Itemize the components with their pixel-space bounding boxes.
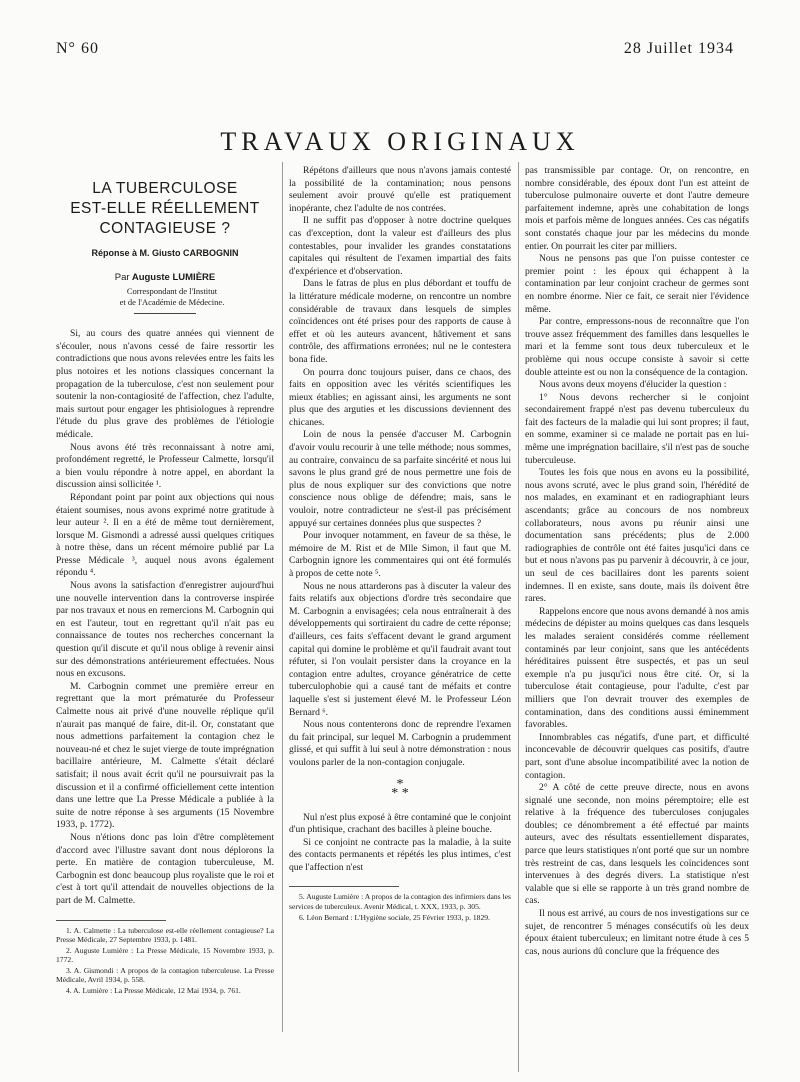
paragraph: Si ce conjoint ne contracte pas la maladie, à la suite des contacts permanents et répétés les plus intimes, c'est que l'affection n'est [289,836,511,873]
paragraph: Dans le fatras de plus en plus débordant et touffu de la littérature médicale moderne, on rencontre un nombre considérable de travaux dans lesquels de simples coïncidences ont été prises pour des rapports de cause à effet et où les auteurs avancent, hâtivement et sans contrôle, des affirmations erronées; nul ne le contestera bona fide. [289,278,511,365]
column-divider [518,162,519,1072]
footnotes [56,926,274,996]
paragraph: Si, au cours des quatre années qui viennent de s'écouler, nous n'avons cessé de faire ressortir les contradictions que nous avons relevées entre les faits les plus notoires et les notions classiques concernant la propagation de la tuberculose, c'est non seulement pour soutenir la non-contagiosité de l'affection, chez l'adulte, mais surtout pour engager les phtisiologues à reprendre l'étude du plus grave des problèmes de l'étiologie médicale. [56,328,274,440]
paragraph: 2° A côté de cette preuve directe, nous en avons signalé une seconde, non moins péremptoire; elle est relative à la fréquence des tuberculoses conjugales doubles; ce dénombrement a été effectué par maints auteurs, avec des résultats essentiellement disparates, parce que leurs statistiques n'ont porté que sur un nombre très restreint de cas, dans lesquels les coïncidences sont intervenues à des degrés divers. La statistique n'est valable que si elle se rapporte à un très grand nombre de cas. [525,782,749,907]
paragraph: pas transmissible par contage. Or, on rencontre, en nombre considérable, des époux dont l'un est atteint de tuberculose pulmonaire ouverte et dont l'autre demeure parfaitement indemne, après une cohabitation de longs mois et parfois même de longues années. Ces cas négatifs sont constatés chaque jour par les médecins du monde entier. On pourrait les citer par milliers. [525,165,749,252]
paragraph: Il ne suffit pas d'opposer à notre doctrine quelques cas d'exception, dont la valeur est d'ailleurs des plus contestables, pour invalider les grandes constatations capitales qui résultent de l'examen impartial des faits d'expérience et d'observation. [289,215,511,277]
article-title-line: CONTAGIEUSE ? [99,220,231,237]
paragraph: Par contre, empressons-nous de reconnaître que l'on trouve assez fréquemment des familles dans lesquelles le mari et la femme sont tous deux tuberculeux et le problème qui nous occupe consiste à savoir si cette double atteinte est ou non la conséquence de la contagion. [525,316,749,378]
paragraph: Nul n'est plus exposé à être contaminé que le conjoint d'un phtisique, crachant des bacilles à pleine bouche. [289,811,511,836]
column-1 [56,165,274,997]
paragraph: Loin de nous la pensée d'accuser M. Carbognin d'avoir voulu recourir à une telle méthode; nous sommes, au contraire, convaincu de sa parfaite sincérité et nous lui savons le plus grand gré de nous permettre une fois de plus de nous expliquer sur des convictions que notre conscience nous oblige de défendre; mais, sans le vouloir, notre contradicteur ne s'est-il pas précisément appuyé sur certaines données plus que suspectes ? [289,429,511,529]
column-3 [525,165,749,958]
footnote: 2. Auguste Lumière : La Presse Médicale, 15 Novembre 1933, p. 1772. [56,945,274,965]
footnote: 1. A. Calmette : La tuberculose est-elle réellement contagieuse? La Presse Médicale, 27 Septembre 1933, p. 1481. [56,925,274,945]
paragraph: Répondant point par point aux objections qui nous étaient soumises, nous avons exprimé notre gratitude à leur auteur ². Il en a été de même tout dernièrement, lorsque M. Gismondi a adressé aussi quelques critiques à notre thèse, dans un récent mémoire publié par La Presse Médicale ³, auquel nous avons également répondu ⁴. [56,491,274,579]
paragraph: Nous avons deux moyens d'élucider la question : [539,379,727,391]
footnote: 3. A. Gismondi : A propos de la contagion tuberculeuse. La Presse Médicale, Avril 1934, p. 558. [56,965,274,985]
asterism-divider: * * * [391,776,409,801]
section-title: TRAVAUX ORIGINAUX [220,127,580,157]
author-affiliation: et de l'Académie de Médecine. [119,296,225,307]
column-divider [282,162,283,1032]
footnote: 6. Léon Bernard : L'Hygiène sociale, 25 Février 1933, p. 1829. [299,912,490,922]
footnotes [289,892,511,922]
paragraph: Nous ne nous attarderons pas à discuter la valeur des faits relatifs aux objections d'ordre très secondaire que M. Carbognin a envisagées; cela nous entraînerait à des développements qui sortiraient du cadre de cette réponse; d'ailleurs, ces faits s'effacent devant le grand argument capital qui domine le problème et qu'il faudrait avant tout réfuter, si l'on voulait persister dans la croyance en la contagion entre adultes, croyance génératrice de cette tuberculophobie qui a causé tant de méfaits et contre laquelle s'est si justement élevé M. le Professeur Léon Bernard ⁶. [289,580,511,718]
byline-prefix: Par [114,271,130,283]
paragraph: Toutes les fois que nous en avons eu la possibilité, nous avons scruté, avec le plus grand soin, l'hérédité de nos malades, en examinant et en radiographiant leurs ascendants; grâce au concours de nos nombreux collaborateurs, nous avons pu réunir ainsi une documentation sans précédents; plus de 2.000 radiographies de contrôle ont été faites jusqu'ici dans ce but et nous n'avons pas pu parvenir à découvrir, à ce jour, un seul de ces bacillaires dont les parents soient indemnes. Il en existe, sans doute, mais ils doivent être rares. [525,467,749,605]
column-2 [289,165,511,923]
author-name: Auguste LUMIÈRE [131,271,216,283]
separator-rule [134,313,196,314]
article-title [56,179,274,239]
author-affiliation: Correspondant de l'Institut [126,286,218,297]
article-title-line: EST-ELLE RÉELLEMENT [70,200,260,217]
paragraph: Nous ne pensons pas que l'on puisse contester ce premier point : les époux qui échappent à la contamination par leur conjoint cracheur de germes sont en nombre énorme. Nier ce fait, ce serait nier l'évidence même. [525,253,749,315]
issue-date: 28 Juillet 1934 [623,40,734,57]
paragraph: Pour invoquer notamment, en faveur de sa thèse, le mémoire de M. Rist et de Mlle Simon, il faut que M. Carbognin ignore les commentaires qui ont été formulés à propos de cette note ⁵. [289,530,511,579]
paragraph: Nous avons été très reconnaissant à notre ami, profondément regretté, le Professeur Calmette, lorsqu'il a bien voulu répondre à notre appel, en abordant la discussion ainsi sollicitée ¹. [56,441,274,491]
article-title-line: LA TUBERCULOSE [92,180,238,197]
paragraph: Nous nous contenterons donc de reprendre l'examen du fait principal, sur lequel M. Carbognin a prudemment glissé, et qui suffit à lui seul à notre démonstration : nous voulons parler de la non-contagion conjugale. [289,719,511,768]
paragraph: M. Carbognin commet une première erreur en regrettant que la mort prématurée du Professeur Calmette nous ait privé d'une nouvelle réplique qu'il n'aurait pas manqué de faire, dit-il. Or, constatant que nous admettions parfaitement la contagion chez le nouveau-né et chez le sujet vierge de toute imprégnation bacillaire antérieure, M. Calmette s'était déclaré satisfait; il nous avait écrit qu'il ne poursuivrait pas la discussion et il a confirmé officiellement cette intention dans une lettre que La Presse Médicale a publiée à la suite de notre réponse à ses arguments (15 Novembre 1933, p. 1772). [56,680,274,831]
paragraph: Il nous est arrivé, au cours de nos investigations sur ce sujet, de rencontrer 5 ménages consécutifs où les deux époux étaient tuberculeux; en limitant notre étude à ces 5 cas, nous aurions dû conclure que la fréquence des [525,908,749,957]
byline [56,272,274,285]
reply-to-line: Réponse à M. Giusto CARBOGNIN [91,248,239,258]
footnote-rule [289,886,399,887]
footnote-rule [56,920,166,921]
footnote: 4. A. Lumière : La Presse Médicale, 12 Mai 1934, p. 761. [66,986,241,996]
paragraph: Innombrables cas négatifs, d'une part, et difficulté inconcevable de découvrir quelques cas positifs, d'autre part, sont d'une absolue incompatibilité avec la notion de contagion. [525,731,749,781]
paragraph: On pourra donc toujours puiser, dans ce chaos, des faits en opposition avec les vérités scientifiques les mieux établies; en agissant ainsi, les arguments ne sont plus que des arguties et les discussions deviennent des chicanes. [289,366,511,428]
paragraph: 1° Nous devons rechercher si le conjoint secondairement frappé n'est pas devenu tuberculeux du fait des facteurs de la maladie qui lui sont propres; il faut, en somme, examiner si ce malade ne portait pas en lui-même une imprégnation bacillaire, s'il n'est pas de souche tuberculeuse. [525,391,749,466]
issue-number: N° 60 [56,40,99,57]
paragraph: Nous n'étions donc pas loin d'être complètement d'accord avec l'illustre savant dont nous déplorons la perte. En matière de contagion tuberculeuse, M. Carbognin est donc beaucoup plus royaliste que le roi et c'est à tort qu'il attendait de nouvelles objections de la part de M. Calmette. [56,831,274,906]
paragraph: Répétons d'ailleurs que nous n'avons jamais contesté la possibilité de la contamination; nous pensons seulement avoir prouvé qu'elle est pratiquement inopérante, chez l'adulte de nos contrées. [289,165,511,214]
footnote: 5. Auguste Lumière : A propos de la contagion des infirmiers dans les services de tuberculeux. Avenir Médical, t. XXX, 1933, p. 305. [289,892,511,912]
paragraph: Nous avons la satisfaction d'enregistrer aujourd'hui une nouvelle intervention dans la controverse inspirée par nos travaux et nous en remercions M. Carbognin qui en est l'auteur, tout en regrettant qu'il n'ait pas eu connaissance de toutes nos recherches concernant la question qu'il discute et qu'il nous oblige à revenir ainsi sur des démonstrations antérieurement effectuées. Nous nous en excusons. [56,580,274,680]
paragraph: Rappelons encore que nous avons demandé à nos amis médecins de dépister au moins quelques cas dans lesquels les malades seraient considérés comme réellement contaminés par leur conjoint, sans que les antécédents héréditaires puissent être suspectés, et pas un seul exemple n'a pu jusqu'ici nous être cité. Or, si la tuberculose était contagieuse, pour l'adulte, c'est par milliers que l'on devrait trouver des exemples de contamination, dans des conditions aussi éminemment favorables. [525,605,749,731]
